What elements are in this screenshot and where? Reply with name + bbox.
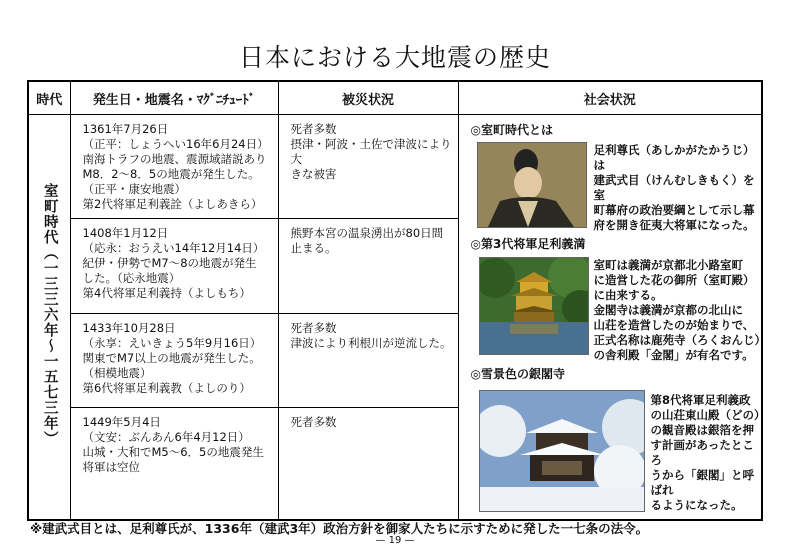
footnote: ※建武式目とは、足利尊氏が、1336年（建武3年）政治方針を御家人たちに示すために発した一七条の法令。	[30, 521, 649, 536]
date-line: （応永：おうえい14年12月14日）	[82, 241, 265, 256]
damage-line: きな被害	[290, 167, 337, 181]
kinkakuji-image	[479, 257, 589, 355]
muromachi-line: 町幕府の政治要綱として示し幕	[593, 203, 755, 217]
damage-line: 死者多数	[290, 320, 337, 335]
damage-cell	[278, 408, 458, 520]
yoshimitsu-line: の舎利殿「金閣」が有名です。	[593, 348, 754, 362]
date-cell	[70, 115, 278, 219]
ginkakuji-line: の観音殿は銀箔を押	[650, 423, 754, 437]
yoshimitsu-line: に由来する。	[593, 288, 663, 302]
date-line: 1433年10月28日	[82, 320, 176, 335]
snowy-ginkakuji-image	[479, 390, 645, 512]
era-label: 室町時代（一三三六年〜一五七三年）	[41, 183, 58, 447]
ginkakuji-heading: ◎雪景色の銀閣寺	[470, 367, 565, 381]
damage-line: 熊野本宮の温泉湧出が80日間	[290, 226, 444, 241]
ginkakuji-line: 第8代将軍足利義政	[650, 393, 751, 407]
damage-cell	[278, 219, 458, 313]
date-cell	[70, 408, 278, 520]
damage-cell	[278, 115, 458, 219]
header-social: 社会状況	[458, 81, 762, 115]
muromachi-line: 足利尊氏（あしかがたかうじ）は	[593, 143, 755, 172]
date-line: （文安：ぶんあん6年4月12日）	[82, 430, 250, 445]
date-line: 関東でM7以上の地震が発生した。	[82, 350, 261, 365]
muromachi-heading: ◎室町時代とは	[470, 123, 553, 137]
yoshimitsu-line: 金閣寺は義満が京都の北山に	[593, 303, 743, 317]
date-line: 1408年1月12日	[82, 226, 169, 241]
date-line: 山城・大和でM5〜6．5の地震発生	[82, 445, 264, 460]
header-date: 発生日・地震名・ﾏｸﾞﾆﾁｭｰﾄﾞ	[70, 81, 278, 115]
earthquake-history-table	[27, 80, 766, 521]
date-line: 1449年5月4日	[82, 415, 161, 430]
date-line: 第2代将軍足利義詮（よしあきら）	[82, 197, 263, 211]
yoshimitsu-line: 正式名称は鹿苑寺（ろくおんじ）	[593, 333, 766, 347]
ginkakuji-line: の山荘東山殿（どの）	[650, 408, 766, 422]
damage-line: 死者多数	[290, 122, 337, 136]
table-row	[28, 115, 762, 219]
yoshimitsu-line: 室町は義満が京都北小路室町	[593, 258, 743, 272]
muromachi-line: 府を開き征夷大将軍になった。	[593, 218, 755, 232]
damage-line: 死者多数	[290, 415, 337, 430]
date-cell	[70, 313, 278, 407]
date-cell	[70, 219, 278, 313]
ginkakuji-line: るようになった。	[650, 498, 743, 512]
date-line: 紀伊・伊勢でM7〜8の地震が発生	[82, 256, 257, 271]
yoshimitsu-heading: ◎第3代将軍足利義満	[470, 237, 586, 251]
date-line: 第4代将軍足利義持（よしもち）	[82, 286, 251, 301]
date-line: 1361年7月26日	[82, 122, 169, 136]
damage-line: 摂津・阿波・土佐で津波により大	[290, 137, 452, 166]
table-header-row	[28, 81, 762, 115]
ashikaga-takauji-portrait-image	[477, 142, 587, 228]
date-line: （永享：えいきょう5年9月16日）	[82, 335, 262, 350]
date-line: した。（応永地震）	[82, 271, 181, 286]
muromachi-line: 建武式目（けんむしきもく）を室	[593, 173, 755, 202]
ginkakuji-line: うから「銀閣」と呼ばれ	[650, 468, 754, 497]
date-line: （相模地震）	[82, 365, 152, 380]
date-line: （正平：しょうへい16年6月24日）	[82, 137, 269, 151]
damage-line: 津波により利根川が逆流した。	[290, 335, 452, 350]
social-cell	[458, 115, 766, 521]
ginkakuji-line: す計画があったところ	[650, 438, 754, 467]
page-title: 日本における大地震の歴史	[238, 43, 551, 72]
date-line: 将軍は空位	[82, 460, 140, 475]
yoshimitsu-line: に造営した花の御所（室町殿）	[593, 273, 755, 287]
page-number: — 19 —	[375, 535, 415, 546]
header-era: 時代	[28, 81, 70, 115]
yoshimitsu-line: 山荘を造営したのが始まりで、	[593, 318, 755, 332]
date-line: （正平・康安地震）	[82, 182, 186, 196]
date-line: 第6代将軍足利義教（よしのり）	[82, 380, 251, 395]
damage-cell	[278, 313, 458, 407]
date-line: 南海トラフの地震、震源域諸説あり	[82, 152, 267, 166]
header-damage: 被災状況	[278, 81, 458, 115]
damage-line: 止まる。	[290, 241, 337, 256]
date-line: M8．2〜8．5の地震が発生した。	[82, 167, 260, 181]
era-cell	[28, 115, 70, 521]
